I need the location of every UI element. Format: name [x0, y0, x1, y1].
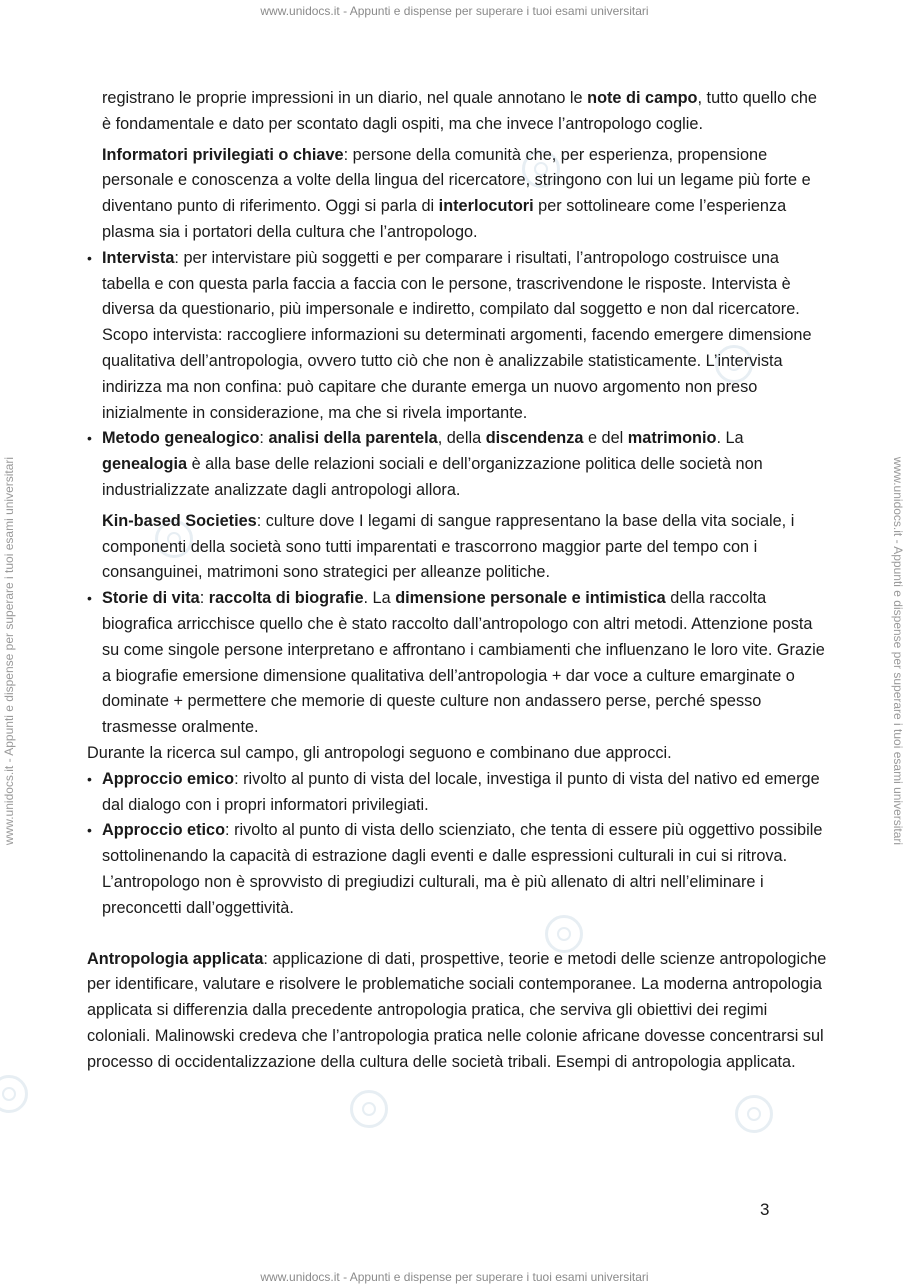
paragraph-antropologia-applicata: Antropologia applicata: applicazione di dati, prospettive, teorie e metodi delle scienze antropologiche per identificare, valutare e risolvere le problematiche sociali contemporanee. La moderna antropologia applicata si differenzia dalla precedente antropologia pratica, che serviva gli obiettivi dei regimi coloniali. Malinowski credeva che l’antropologia pratica nelle colonie africane dovesse concentrarsi sul processo di occidentalizzazione della cultura delle società tribali. Esempi di antropologia applicata.: [87, 949, 827, 1071]
bullet-storie-di-vita: • Storie di vita: raccolta di biografie. La dimensione personale e intimistica della raccolta biografica arricchisce quello che è stato raccolto dall’antropologo con altri metodi. Attenzione posta su come singole persone interpretano e affrontano i cambiamenti che influenzano le loro vite. Grazie a biografie emersione dimensione qualitativa dell’antropologia + dar voce a culture emarginate o dominate + permettere che memorie di queste culture non andassero perse, perché spesso trasmesse oralmente.: [87, 586, 827, 741]
footer-watermark: www.unidocs.it - Appunti e dispense per superare i tuoi esami universitari: [260, 1270, 649, 1284]
page-number: 3: [760, 1200, 770, 1219]
paragraph-spacer: [87, 922, 827, 947]
paragraph-informatori: Informatori privilegiati o chiave: persone della comunità che, per esperienza, propensione personale e conoscenza a volte della lingua del ricercatore, stringono con lui un legame più forte e diventano punto di riferimento. Oggi si parla di interlocutori per sottolineare come l’esperienza plasma sia i portatori della cultura che l’antropologo.: [102, 145, 811, 241]
watermark-logo-icon: [350, 1090, 388, 1128]
bullet-approccio-emico: • Approccio emico: rivolto al punto di vista del locale, investiga il punto di vista del nativo ed emerge dal dialogo con i propri informatori privilegiati.: [87, 767, 827, 819]
paragraph-kin-based: Kin-based Societies: culture dove I legami di sangue rappresentano la base della vita sociale, i componenti della società sono tutti imparentati e trascorrono maggior parte del tempo con i consanguinei, matrimoni sono strategici per alleanze politiche.: [102, 511, 795, 582]
bullet-intervista: • Intervista: per intervistare più soggetti e per comparare i risultati, l’antropologo costruisce una tabella e con questa parla faccia a faccia con le persone, trascrivendone le risposte. Intervista è diversa da questionario, più impersonale e indiretto, compilato dal soggetto e non dal ricercatore. Scopo intervista: raccogliere informazioni su determinati argomenti, facendo emergere dimensione qualitativa dell’antropologia, ovvero tutto ciò che non è analizzabile statisticamente. L’intervista indirizza ma non confina: può capitare che durante emerga un nuovo argomento non preso inizialmente in considerazione, ma che si rivela importante.: [87, 246, 827, 427]
watermark-logo-icon: [0, 1075, 28, 1113]
bullet-metodo-genealogico: • Metodo genealogico: analisi della parentela, della discendenza e del matrimonio. La genealogia è alla base delle relazioni sociali e dell’organizzazione politica delle società non industrializzate analizzate dagli antropologi allora.: [87, 426, 827, 503]
bullet-approccio-etico: • Approccio etico: rivolto al punto di vista dello scienziato, che tenta di essere più oggettivo possibile sottolinenando la capacità di estrazione dagli eventi e dalle espressioni culturali in cui si ritrova. L’antropologo non è sprovvisto di pregiudizi culturali, ma è più allenato di altri nell’eliminare i preconcetti dall’oggettività.: [87, 818, 827, 921]
header-watermark: www.unidocs.it - Appunti e dispense per superare i tuoi esami universitari: [260, 4, 649, 18]
watermark-logo-icon: [735, 1095, 773, 1133]
paragraph-note-di-campo: registrano le proprie impressioni in un diario, nel quale annotano le note di campo, tutto quello che è fondamentale e dato per scontato dagli ospiti, ma che invece l’antropologo coglie.: [102, 89, 817, 133]
document-body: [87, 86, 827, 1075]
left-margin-watermark: www.unidocs.it - Appunti e dispense per superare i tuoi esami universitari: [2, 456, 16, 846]
paragraph-ricerca-sul-campo: Durante la ricerca sul campo, gli antropologi seguono e combinano due approcci.: [87, 743, 672, 762]
right-margin-watermark: www.unidocs.it - Appunti e dispense per superare i tuoi esami universitari: [891, 456, 905, 846]
